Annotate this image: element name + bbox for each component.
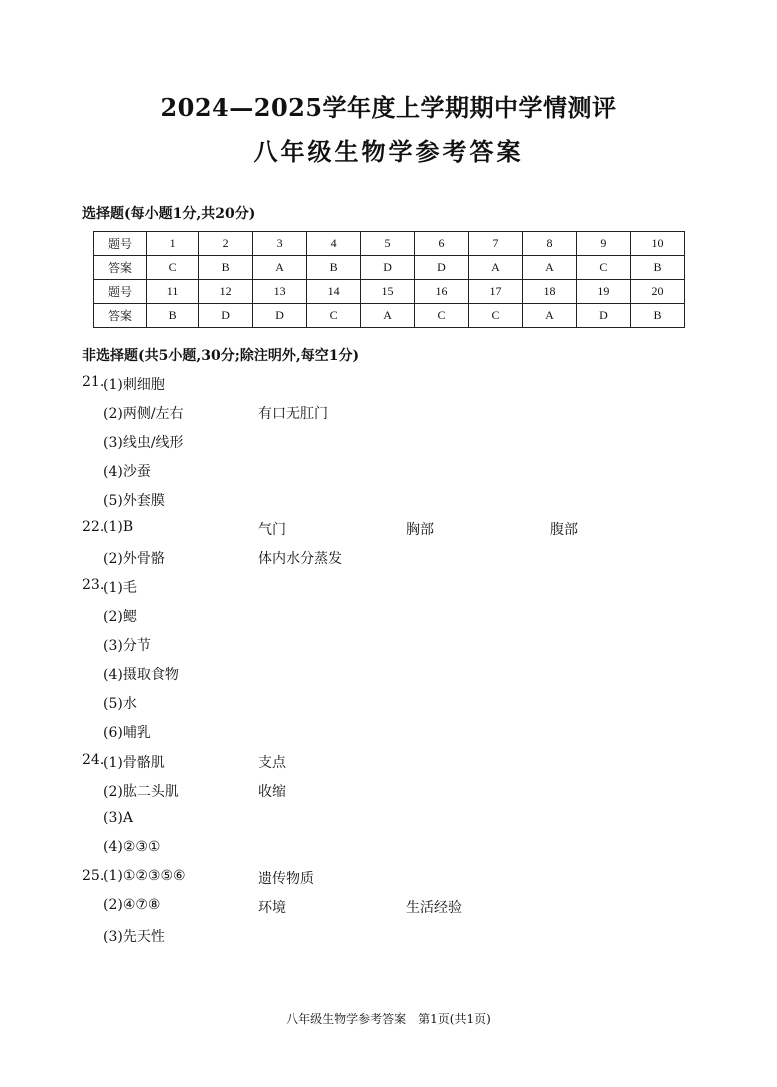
table-cell: 5 <box>361 232 415 256</box>
answer-text: (2)④⑦⑧ <box>103 897 161 913</box>
table-cell: 16 <box>415 280 469 304</box>
table-cell: 7 <box>469 232 523 256</box>
table-cell: B <box>307 256 361 280</box>
row-label: 题号 <box>94 280 147 304</box>
table-cell: 9 <box>576 232 630 256</box>
table-cell: 18 <box>522 280 576 304</box>
answer-text: (4)沙蚕 <box>103 464 151 480</box>
page-footer: 八年级生物学参考答案 第1页(共1页) <box>286 1012 491 1026</box>
question-number: 21. <box>82 374 105 390</box>
answer-text: 收缩 <box>258 784 286 800</box>
table-cell: 14 <box>307 280 361 304</box>
row-label: 答案 <box>94 304 147 328</box>
answer-text: (3)A <box>103 810 133 826</box>
table-cell: 4 <box>307 232 361 256</box>
table-cell: D <box>576 304 630 328</box>
table-cell: 2 <box>199 232 253 256</box>
answer-text: (4)摄取食物 <box>103 667 179 683</box>
answer-text: (3)先天性 <box>103 929 165 945</box>
row-label: 答案 <box>94 256 147 280</box>
answer-text: (2)鳃 <box>103 609 137 625</box>
question-number: 22. <box>82 519 105 535</box>
table-row <box>94 232 685 256</box>
answer-text: 生活经验 <box>406 900 462 916</box>
table-cell: A <box>253 256 307 280</box>
table-row <box>94 304 685 328</box>
table-cell: 11 <box>147 280 199 304</box>
answer-text: 有口无肛门 <box>258 406 328 422</box>
table-cell: A <box>522 256 576 280</box>
answer-text: 气门 <box>258 522 286 538</box>
table-cell: 6 <box>415 232 469 256</box>
answer-text: (3)分节 <box>103 638 151 654</box>
answer-text: (5)外套膜 <box>103 493 165 509</box>
multiple-choice-heading: 选择题(每小题1分,共20分) <box>82 206 256 222</box>
document-title: 2024—2025学年度上学期期中学情测评 <box>160 93 617 122</box>
table-cell: D <box>415 256 469 280</box>
answer-text: 支点 <box>258 755 286 771</box>
table-cell: D <box>253 304 307 328</box>
answer-text: (1)①②③⑤⑥ <box>103 868 186 884</box>
table-cell: B <box>630 304 684 328</box>
table-cell: D <box>361 256 415 280</box>
answer-text: 胸部 <box>406 522 434 538</box>
table-cell: 17 <box>469 280 523 304</box>
table-cell: 3 <box>253 232 307 256</box>
table-cell: 8 <box>522 232 576 256</box>
answer-text: 遗传物质 <box>258 871 314 887</box>
answer-text: (5)水 <box>103 696 137 712</box>
table-cell: 19 <box>576 280 630 304</box>
table-cell: B <box>147 304 199 328</box>
answer-text: (3)线虫/线形 <box>103 435 184 451</box>
table-row <box>94 256 685 280</box>
table-cell: B <box>199 256 253 280</box>
table-cell: 1 <box>147 232 199 256</box>
table-cell: 12 <box>199 280 253 304</box>
table-cell: D <box>199 304 253 328</box>
answer-text: (2)肱二头肌 <box>103 784 179 800</box>
table-cell: A <box>469 256 523 280</box>
answer-text: (2)外骨骼 <box>103 551 165 567</box>
answer-text: (1)毛 <box>103 580 137 596</box>
answer-text: 体内水分蒸发 <box>258 551 342 567</box>
question-number: 25. <box>82 868 105 884</box>
table-cell: B <box>630 256 684 280</box>
table-row <box>94 280 685 304</box>
table-cell: C <box>147 256 199 280</box>
table-cell: 15 <box>361 280 415 304</box>
table-cell: 10 <box>630 232 684 256</box>
question-number: 23. <box>82 577 105 593</box>
answer-text: (6)哺乳 <box>103 725 151 741</box>
answer-text: 环境 <box>258 900 286 916</box>
table-cell: C <box>469 304 523 328</box>
answer-text: 腹部 <box>550 522 578 538</box>
table-cell: A <box>361 304 415 328</box>
free-response-heading: 非选择题(共5小题,30分;除注明外,每空1分) <box>82 348 360 364</box>
document-subtitle: 八年级生物学参考答案 <box>253 137 524 166</box>
answer-text: (1)B <box>103 519 134 535</box>
answer-text: (1)骨骼肌 <box>103 755 165 771</box>
table-cell: C <box>307 304 361 328</box>
table-cell: C <box>576 256 630 280</box>
answer-text: (2)两侧/左右 <box>103 406 184 422</box>
table-cell: C <box>415 304 469 328</box>
table-cell: A <box>522 304 576 328</box>
row-label: 题号 <box>94 232 147 256</box>
table-cell: 20 <box>630 280 684 304</box>
table-cell: 13 <box>253 280 307 304</box>
multiple-choice-answer-table <box>93 231 685 328</box>
question-number: 24. <box>82 752 105 768</box>
answer-text: (4)②③① <box>103 839 161 855</box>
answer-text: (1)刺细胞 <box>103 377 165 393</box>
